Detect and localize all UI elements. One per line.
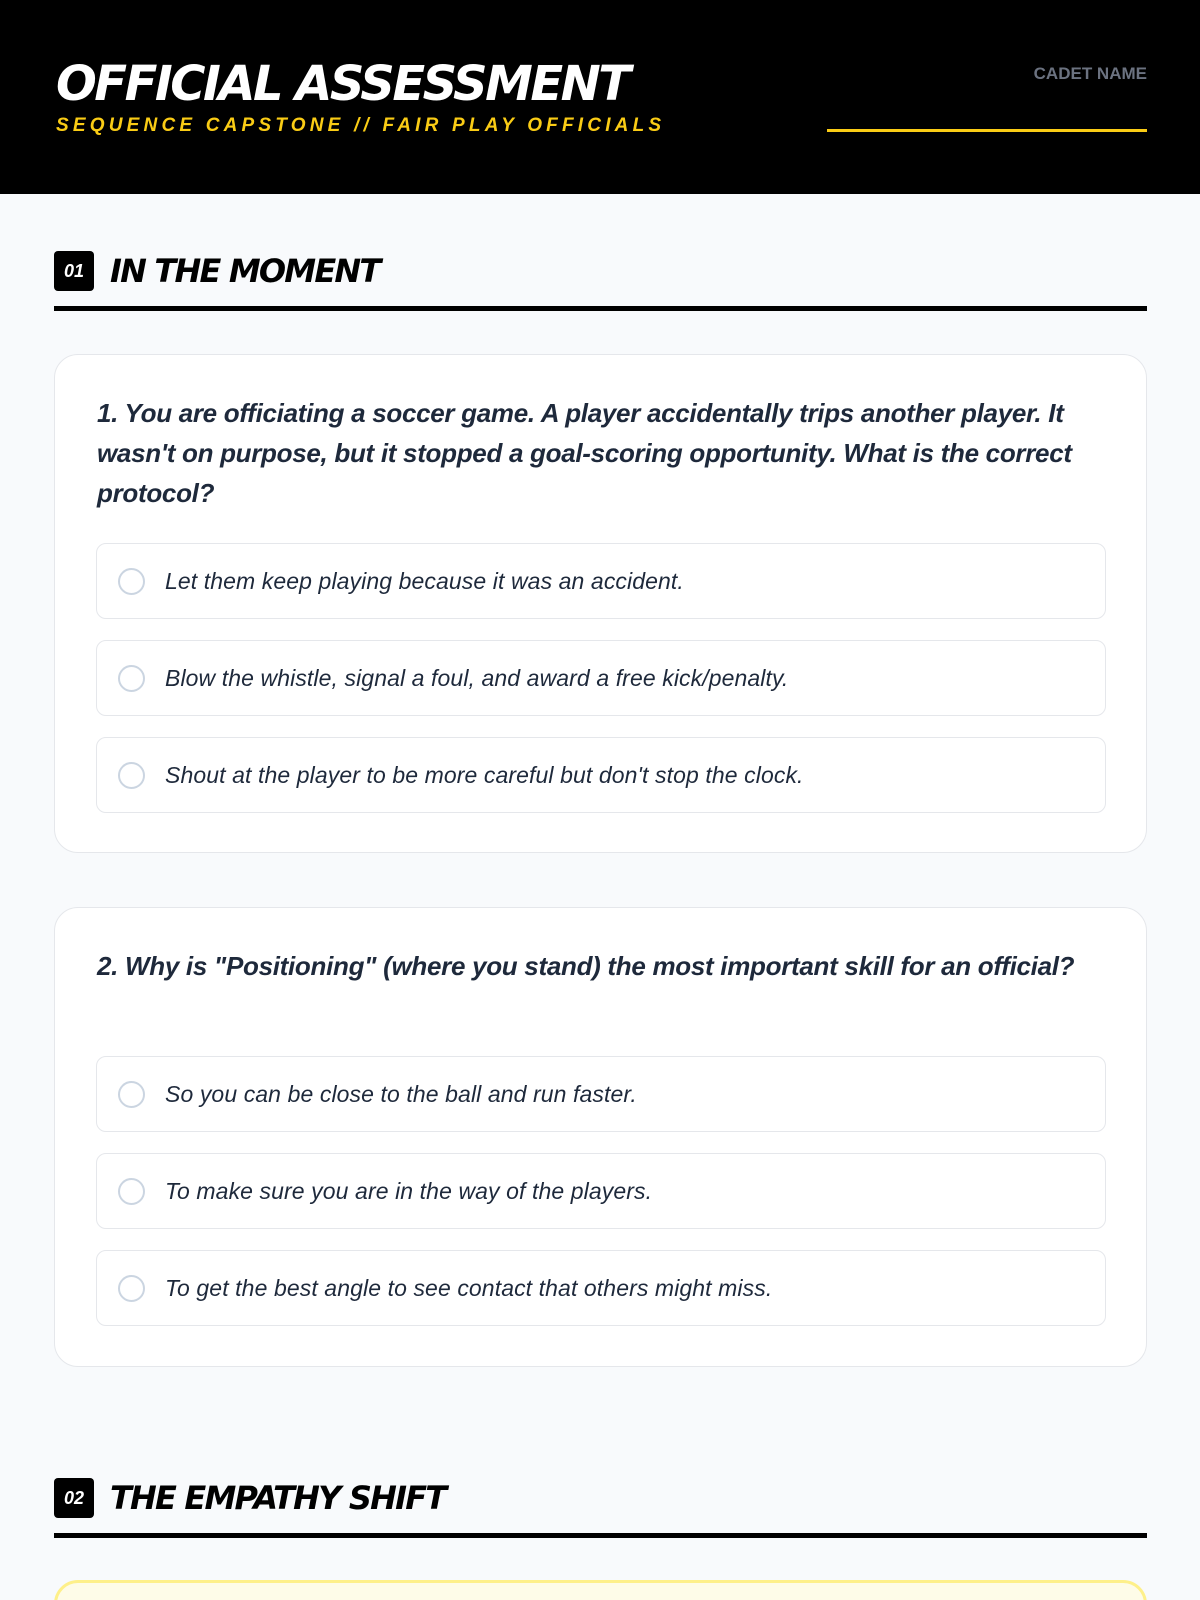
answer-option[interactable]: [96, 1056, 1106, 1132]
answer-option-label: Let them keep playing because it was an accident.: [165, 568, 684, 594]
section-title: THE EMPATHY SHIFT: [110, 1479, 446, 1517]
radio-button-icon[interactable]: [118, 1081, 145, 1108]
radio-button-icon[interactable]: [118, 1275, 145, 1302]
section-number-badge: 01: [54, 251, 94, 291]
header: [0, 0, 1200, 194]
radio-button-icon[interactable]: [118, 568, 145, 595]
answer-option-label: So you can be close to the ball and run faster.: [165, 1081, 637, 1107]
question-card-2: [54, 907, 1147, 1367]
answer-option-label: To get the best angle to see contact that others might miss.: [165, 1275, 773, 1301]
question-card-1: [54, 354, 1147, 853]
answer-option[interactable]: [96, 1250, 1106, 1326]
question-text: 2. Why is "Positioning" (where you stand) the most important skill for an official?: [97, 951, 1075, 981]
answer-option[interactable]: [96, 543, 1106, 619]
section-header-empathy-shift: [54, 1478, 1147, 1538]
answer-option-label: Blow the whistle, signal a foul, and award a free kick/penalty.: [165, 665, 789, 691]
radio-button-icon[interactable]: [118, 665, 145, 692]
section-title: IN THE MOMENT: [110, 252, 380, 290]
cadet-name-field[interactable]: [827, 129, 1147, 132]
question-text: 1. You are officiating a soccer game. A player accidentally trips another player. It wasn't on purpose, but it stopped a goal-scoring opportunity. What is the correct protocol?: [97, 398, 1072, 508]
radio-button-icon[interactable]: [118, 1178, 145, 1205]
answer-option-label: To make sure you are in the way of the players.: [165, 1178, 653, 1204]
radio-button-icon[interactable]: [118, 762, 145, 789]
page-subtitle: SEQUENCE CAPSTONE // FAIR PLAY OFFICIALS: [56, 115, 666, 136]
empathy-shift-card: [54, 1580, 1147, 1600]
page-title: OFFICIAL ASSESSMENT: [56, 56, 629, 112]
answer-option-label: Shout at the player to be more careful but don't stop the clock.: [165, 762, 804, 788]
answer-option[interactable]: [96, 1153, 1106, 1229]
section-number-badge: 02: [54, 1478, 94, 1518]
answer-option[interactable]: [96, 640, 1106, 716]
answer-option[interactable]: [96, 737, 1106, 813]
cadet-name-label: CADET NAME: [1033, 64, 1147, 83]
section-header-in-the-moment: [54, 251, 1147, 311]
